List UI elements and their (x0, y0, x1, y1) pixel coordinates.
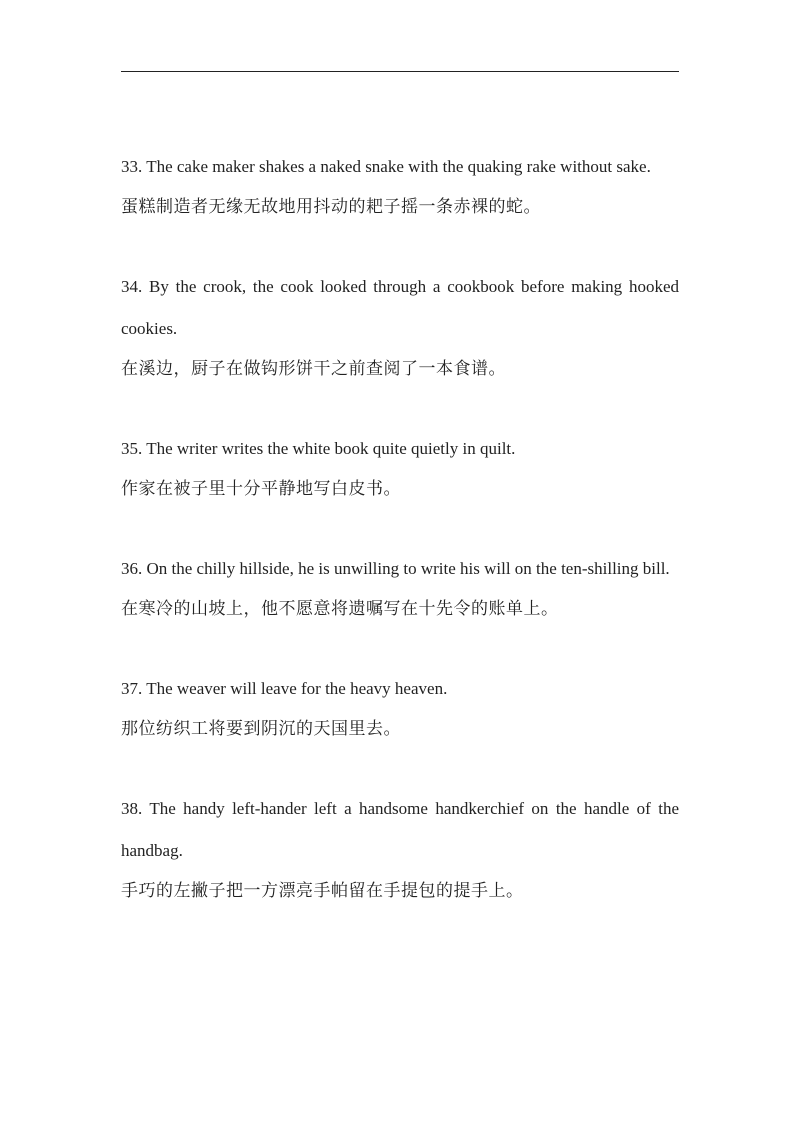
chinese-translation: 作家在被子里十分平静地写白皮书。 (121, 479, 401, 499)
english-sentence: 36. On the chilly hillside, he is unwilling to write his will on the ten-shilling bill. (121, 559, 670, 578)
english-sentence: 35. The writer writes the white book quite quietly in quilt. (121, 439, 516, 458)
chinese-translation: 蛋糕制造者无缘无故地用抖动的耙子摇一条赤裸的蛇。 (121, 197, 541, 217)
entry-38 (121, 788, 679, 906)
chinese-translation: 手巧的左撇子把一方漂亮手帕留在手提包的提手上。 (121, 881, 524, 901)
sentence-list (121, 146, 679, 950)
header-rule (121, 71, 679, 72)
english-sentence: 34. By the crook, the cook looked through a cookbook before making hooked cookies. (121, 277, 679, 338)
entry-36 (121, 548, 679, 624)
entry-35 (121, 428, 679, 504)
english-sentence: 37. The weaver will leave for the heavy heaven. (121, 679, 448, 698)
chinese-translation: 那位纺织工将要到阴沉的天国里去。 (121, 719, 401, 739)
entry-34 (121, 266, 679, 384)
english-sentence: 38. The handy left-hander left a handsome handkerchief on the handle of the handbag. (121, 799, 679, 860)
chinese-translation: 在溪边，厨子在做钩形饼干之前查阅了一本食谱。 (121, 359, 506, 379)
chinese-translation: 在寒冷的山坡上，他不愿意将遗嘱写在十先令的账单上。 (121, 599, 559, 619)
entry-37 (121, 668, 679, 744)
entry-33 (121, 146, 679, 222)
english-sentence: 33. The cake maker shakes a naked snake with the quaking rake without sake. (121, 157, 651, 176)
